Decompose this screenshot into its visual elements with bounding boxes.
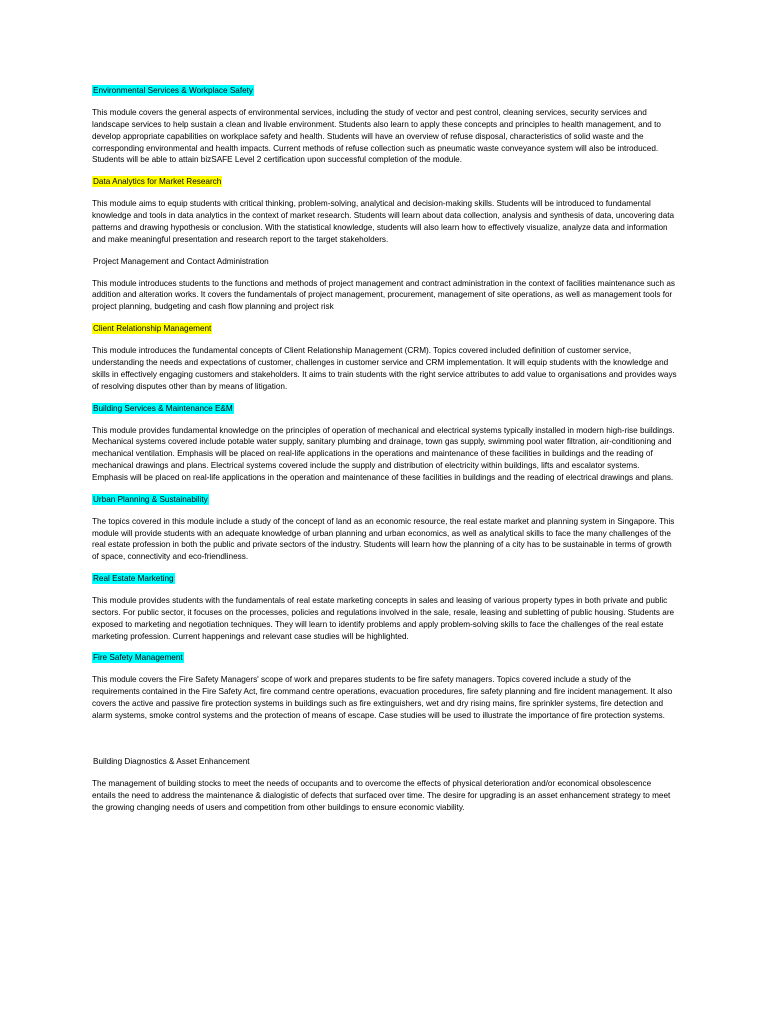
module-title-text: Fire Safety Management [93,653,183,663]
module-description: This module provides students with the fundamentals of real estate marketing concepts in sales and leasing of various property types in both private and public sectors. For public sector, it focuses on the processes, policies and regulations involved in the sale, resale, leasing and subletting of public housing. Students are exposed to marketing and negotiation techniques. They will learn to identify problems and apply problem-solving skills to face the challenges of the real estate marketing profession. Current happenings and relevant case studies will be highlighted. [92,596,675,641]
module-title-text: Project Management and Contact Administration [93,256,269,266]
module-title-text: Real Estate Marketing [93,574,174,584]
module-environmental-services [92,85,677,166]
document-page [92,85,677,813]
module-title [92,176,677,188]
module-description: This module covers the Fire Safety Managers' scope of work and prepares students to be fire safety managers. Topics covered include a study of the requirements contained in the Fire Safety Act, fire command centre operations, evacuation procedures, fire safety planning and fire incident management. It also covers the active and passive fire protection systems in buildings such as fire extinguishers, wet and dry rising mains, fire sprinkler systems, fire detection and alarm systems, smoke control systems and the protection of means of escape. Case studies will be used to illustrate the importance of fire protection systems. [92,675,673,720]
module-title [92,403,677,415]
module-title [92,756,677,768]
module-description: This module introduces the fundamental concepts of Client Relationship Management (CRM). Topics covered included definition of customer service, understanding the needs and expectations of customer, challenges in customer service and CRM implementation. It will equip students with the knowledge and skills in effectively engaging customers and stakeholders. It aims to train students with the right service attributes to add value to organisations and provides ways of resolving disputes other than by means of litigation. [92,346,677,391]
module-title [92,323,677,335]
module-description: This module provides fundamental knowledge on the principles of operation of mechanical and electrical systems typically installed in modern high-rise buildings. Mechanical systems covered include potable water supply, sanitary plumbing and drainage, town gas supply, swimming pool water filtration, air-conditioning and mechanical ventilation. Emphasis will be placed on real-life applications in the operations and maintenance of these facilities in buildings and the reading of mechanical drawings and plans. Electrical systems covered include the supply and distribution of electricity within buildings, lifts and escalator systems. Emphasis will be placed on real-life applications in the operation and maintenance of these facilities in buildings and the reading of electrical drawings and plans. [92,425,675,482]
module-client-relationship [92,323,677,392]
module-description: This module aims to equip students with critical thinking, problem-solving, analytical and decision-making skills. Students will be introduced to fundamental knowledge and tools in data analytics in the context of market research. Students will learn about data collection, analysis and synthesis of data, uncovering data patterns and drawing hypothesis or conclusion. With the statistical knowledge, students will also learn how to effectively visualize, analyze data and information and make meaningful presentation and research report to the target stakeholders. [92,199,675,244]
module-building-services [92,403,677,484]
module-real-estate-marketing [92,573,677,642]
module-description: This module introduces students to the functions and methods of project management and contract administration in the context of facilities maintenance such as addition and alteration works. It covers the fundamentals of project management, procurement, management of site operations, as well as management tools for project planning, budgeting and cash flow planning and project risk [92,278,676,312]
module-project-management [92,256,677,314]
module-title [92,573,677,585]
module-title [92,256,677,268]
module-title-text: Client Relationship Management [93,324,212,334]
module-title-text: Building Services & Maintenance E&M [93,403,233,413]
module-description: This module covers the general aspects of environmental services, including the study of vector and pest control, cleaning services, security services and landscape services to help sustain a clean and livable environment. Students also learn to apply these concepts and principles to health management, and to develop appropriate capabilities on workplace safety and health. Students will have an overview of refuse disposal, characteristics of solid waste and the corresponding environmental and health impacts. Current methods of refuse collection such as pneumatic waste conveyance system will also be introduced. Students will be able to attain bizSAFE Level 2 certification upon successful completion of the module. [92,108,661,165]
module-data-analytics [92,176,677,245]
module-title-text: Urban Planning & Sustainability [93,494,208,504]
module-building-diagnostics [92,756,677,814]
module-urban-planning [92,494,677,563]
module-title-text: Environmental Services & Workplace Safety [93,86,254,95]
module-fire-safety [92,652,677,721]
module-title-text: Data Analytics for Market Research [93,177,222,187]
module-title-text: Building Diagnostics & Asset Enhancement [93,756,250,766]
module-description: The topics covered in this module include a study of the concept of land as an economic resource, the real estate market and planning system in Singapore. This module will provide students with an adequate knowledge of urban planning and urban economics, as well as analytical skills to face the many challenges of the real estate profession in both the public and private sectors of the industry. Students will learn how the planning of a city has to be sustainable in terms of growth of space, connectivity and eco-friendliness. [92,516,675,562]
module-description: The management of building stocks to meet the needs of occupants and to overcome the effects of physical deterioration and/or economical obsolescence entails the need to address the maintenance & dialogistic of defects that surfaced over time. The desire for upgrading is an asset enhancement strategy to meet the growing changing needs of users and competition from other buildings to ensure economic viability. [92,778,671,812]
module-title [92,85,677,97]
module-title [92,652,677,664]
module-title [92,494,677,506]
